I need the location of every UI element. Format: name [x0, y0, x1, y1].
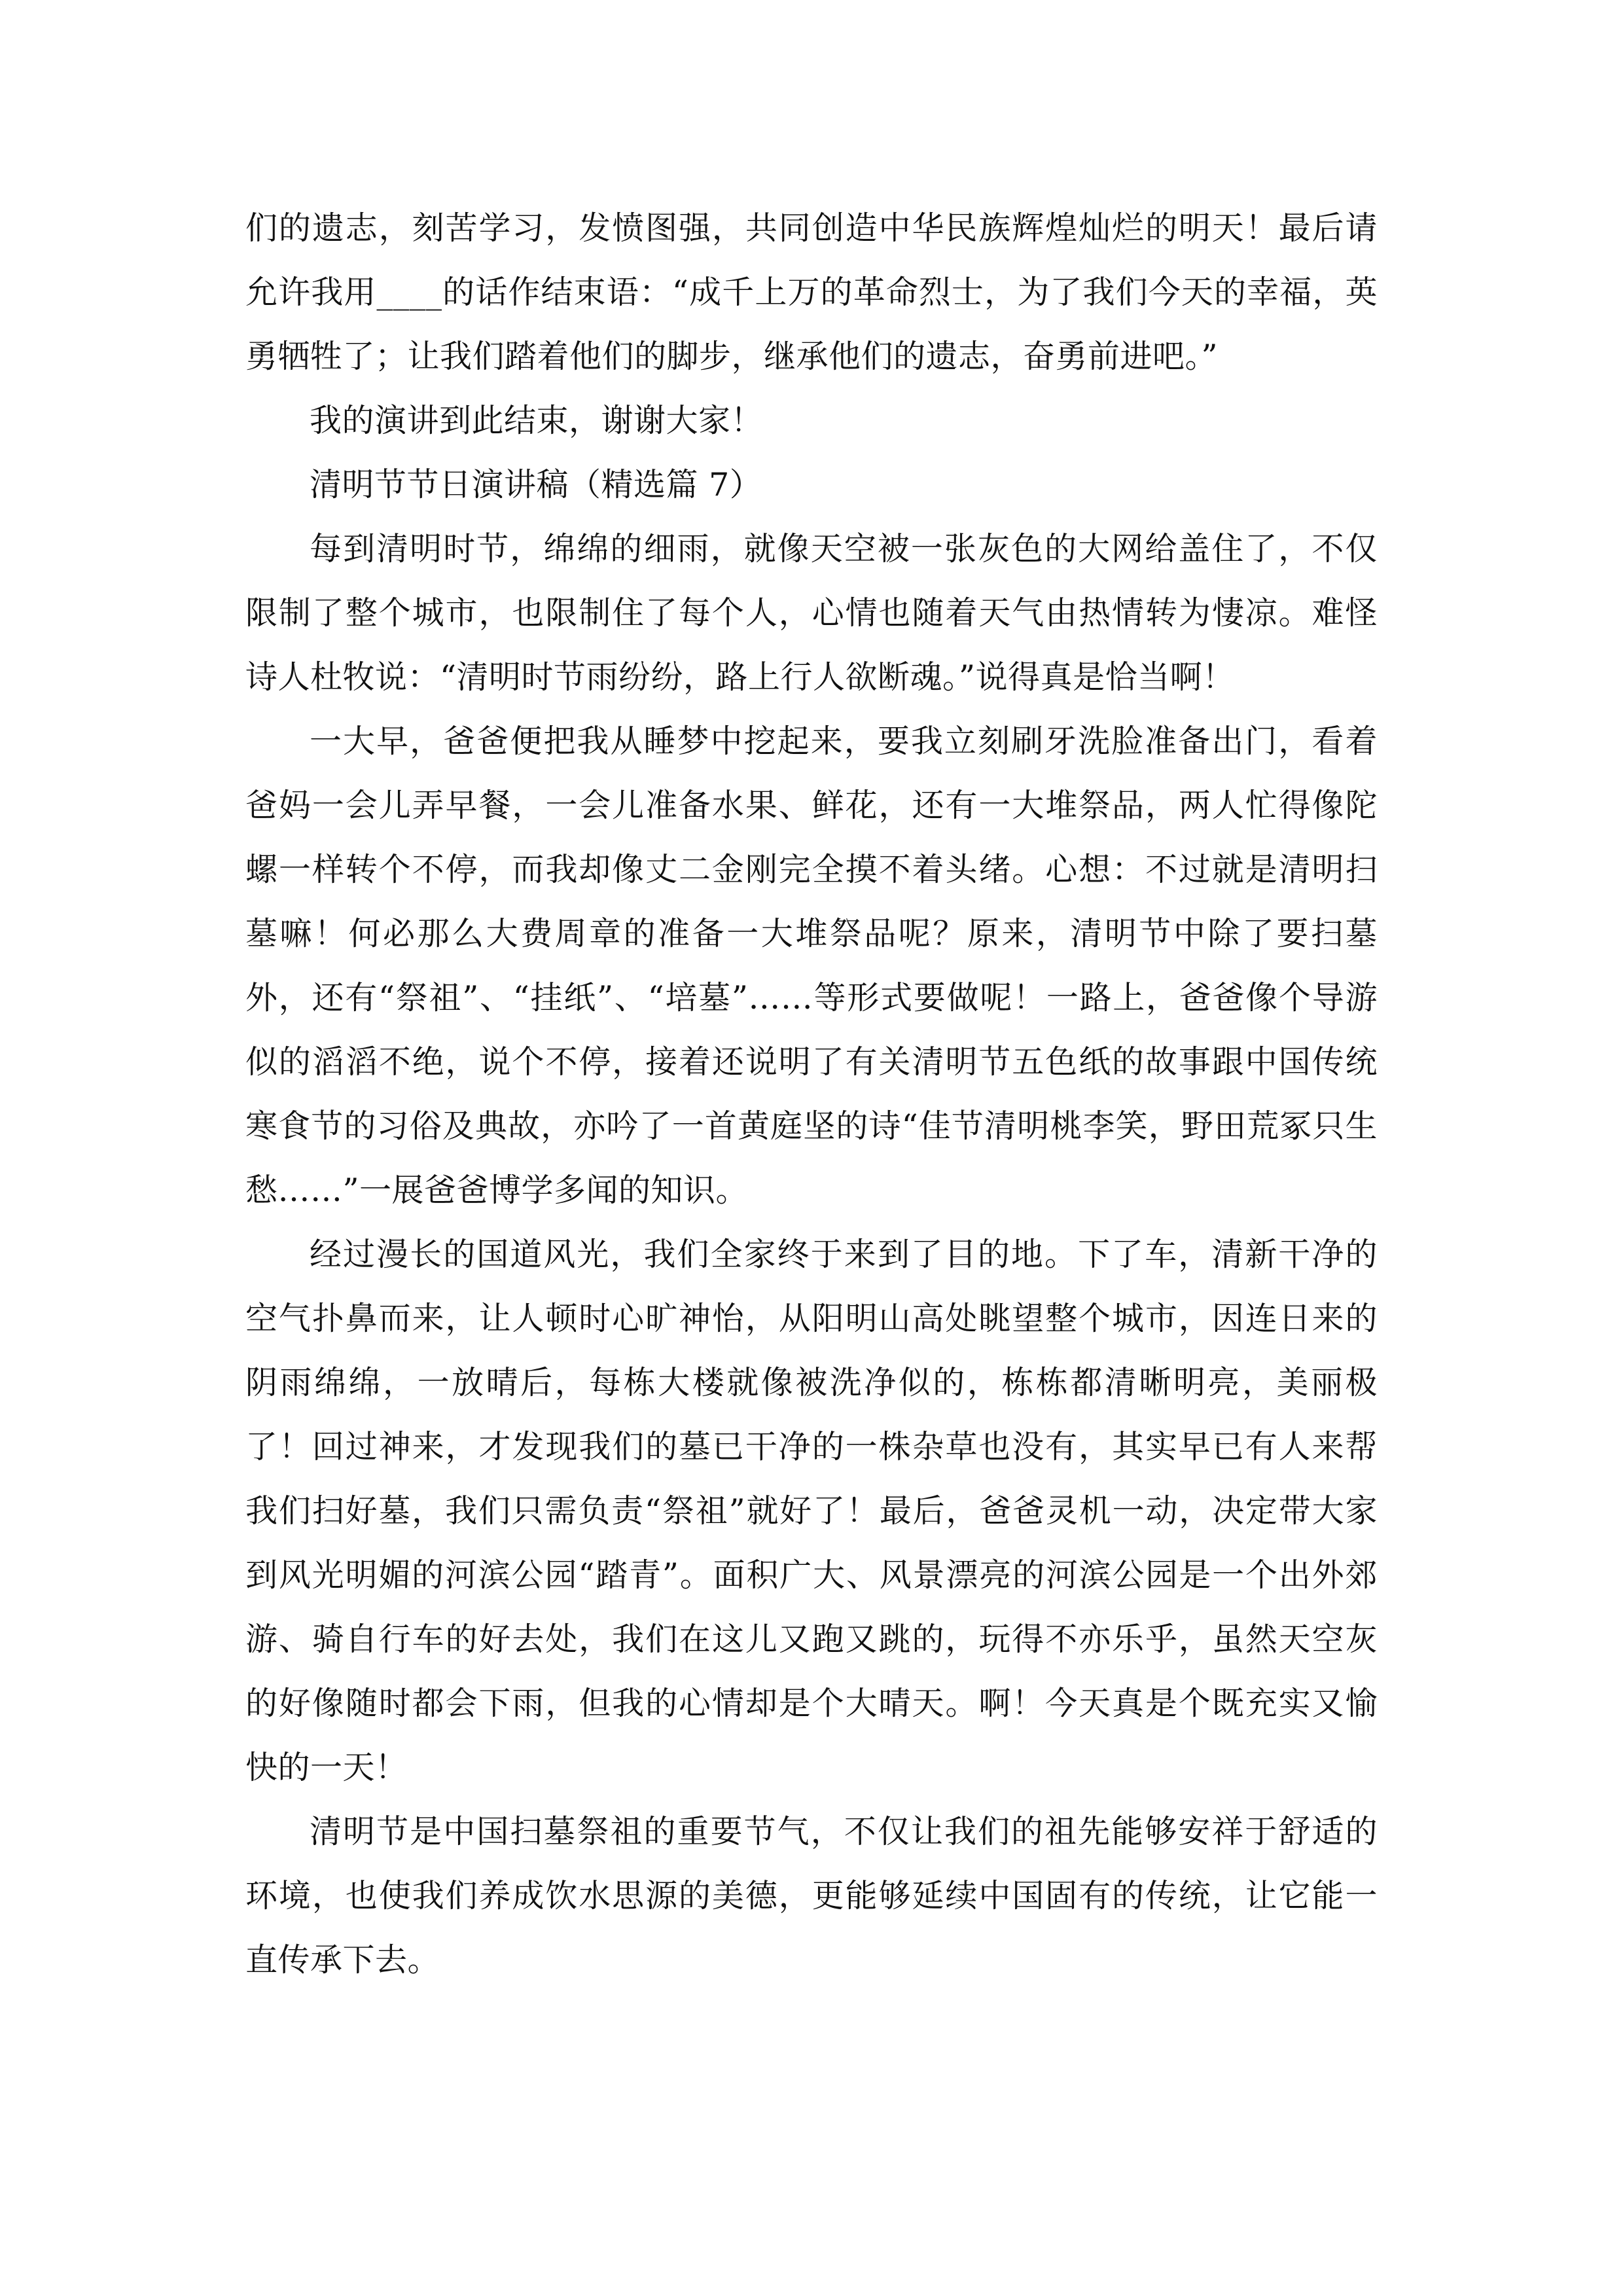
document-body [245, 196, 1378, 1992]
paragraph-rain: 每到清明时节，绵绵的细雨，就像天空被一张灰色的大网给盖住了，不仅限制了整个城市，也限制住了每个人，心情也随着天气由热情转为悽凉。难怪诗人杜牧说：“清明时节雨纷纷，路上行人欲断魂。”说得真是恰当啊！ [245, 530, 1378, 696]
paragraph-continuation: 们的遗志，刻苦学习，发愤图强，共同创造中华民族辉煌灿烂的明天！最后请允许我用____的话作结束语：“成千上万的革命烈士，为了我们今天的幸福，英勇牺牲了；让我们踏着他们的脚步，继承他们的遗志，奋勇前进吧。” [245, 209, 1378, 375]
section-title: 清明节节日演讲稿（精选篇 7） [310, 466, 762, 503]
paragraph-closing: 我的演讲到此结束，谢谢大家！ [310, 402, 764, 439]
paragraph-journey: 经过漫长的国道风光，我们全家终于来到了目的地。下了车，清新干净的空气扑鼻而来，让人顿时心旷神怡，从阳明山高处眺望整个城市，因连日来的阴雨绵绵，一放晴后，每栋大楼就像被洗净似的，栋栋都清晰明亮，美丽极了！回过神来，才发现我们的墓已干净的一株杂草也没有，其实早已有人来帮我们扫好墓，我们只需负责“祭祖”就好了！最后，爸爸灵机一动，决定带大家到风光明媚的河滨公园“踏青”。面积广大、风景漂亮的河滨公园是一个出外郊游、骑自行车的好去处，我们在这儿又跑又跳的，玩得不亦乐乎，虽然天空灰的好像随时都会下雨，但我的心情却是个大晴天。啊！今天真是个既充实又愉快的一天！ [245, 1236, 1378, 1786]
paragraph-morning: 一大早，爸爸便把我从睡梦中挖起来，要我立刻刷牙洗脸准备出门，看着爸妈一会儿弄早餐，一会儿准备水果、鲜花，还有一大堆祭品，两人忙得像陀螺一样转个不停，而我却像丈二金刚完全摸不着头绪。心想：不过就是清明扫墓嘛！何必那么大费周章的准备一大堆祭品呢？原来，清明节中除了要扫墓外，还有“祭祖”、“挂纸”、“培墓”……等形式要做呢！一路上，爸爸像个导游似的滔滔不绝，说个不停，接着还说明了有关清明节五色纸的故事跟中国传统寒食节的习俗及典故，亦吟了一首黄庭坚的诗“佳节清明桃李笑，野田荒冢只生愁……”一展爸爸博学多闻的知识。 [245, 723, 1378, 1209]
paragraph-conclusion: 清明节是中国扫墓祭祖的重要节气，不仅让我们的祖先能够安祥于舒适的环境，也使我们养成饮水思源的美德，更能够延续中国固有的传统，让它能一直传承下去。 [245, 1813, 1378, 1979]
